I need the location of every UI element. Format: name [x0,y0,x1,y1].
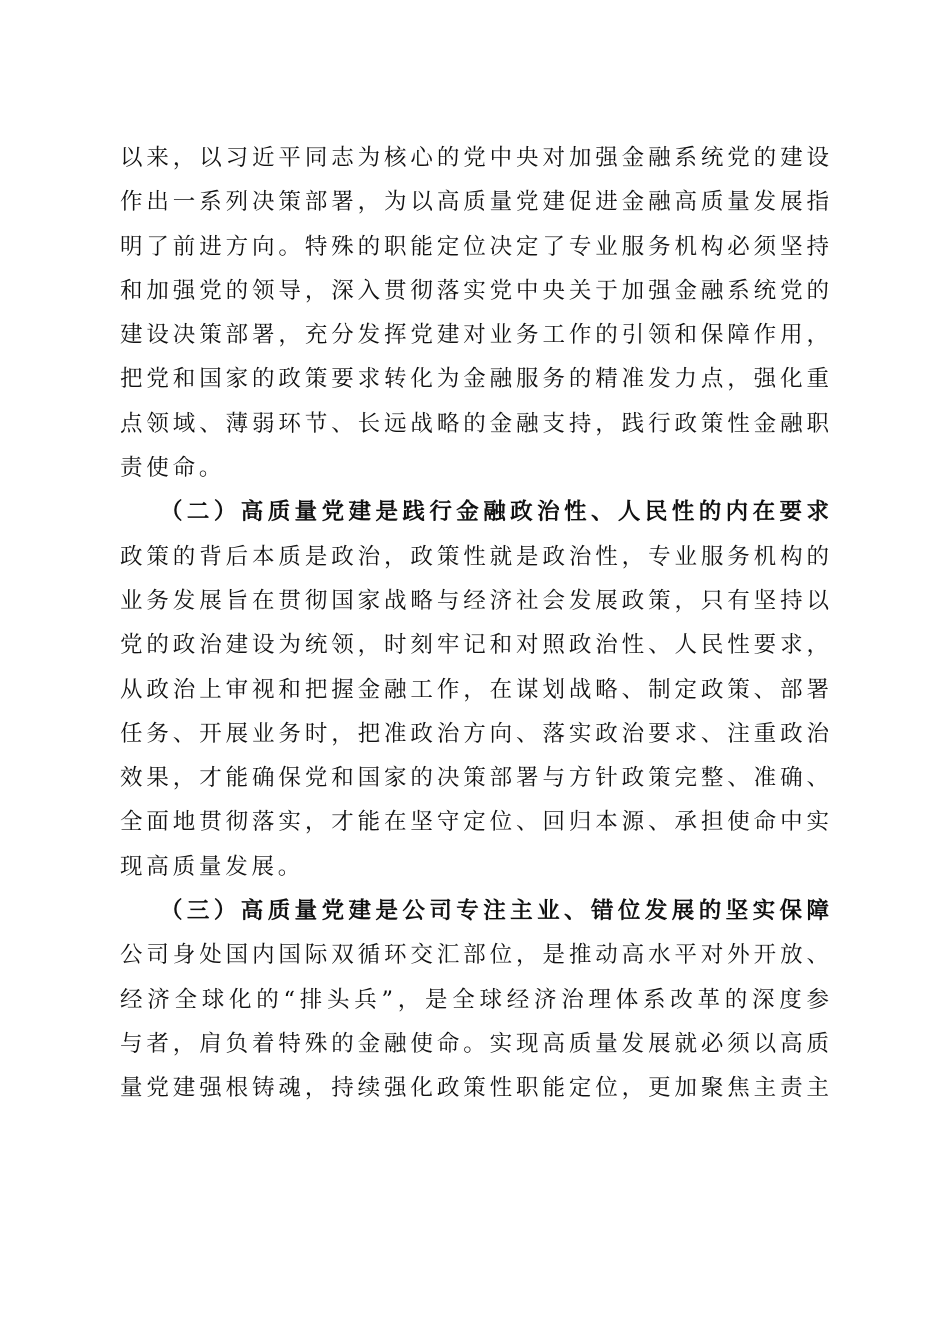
text-line: 和加强党的领导，深入贯彻落实党中央关于加强金融系统党的 [120,277,830,304]
text-line: 责使命。 [120,455,226,482]
text-line: 现高质量发展。 [120,853,305,880]
text-line: 业务发展旨在贯彻国家战略与经济社会发展政策，只有坚持以 [120,587,830,614]
text-line: 任务、开展业务时，把准政治方向、落实政治要求、注重政治 [120,720,830,747]
text-line: 全面地贯彻落实，才能在坚守定位、回归本源、承担使命中实 [120,809,830,836]
section-heading-2: （二）高质量党建是践行金融政治性、人民性的内在要求 [160,499,830,526]
paragraph-1 [120,136,830,490]
text-line: 点领域、薄弱环节、长远战略的金融支持，践行政策性金融职 [120,410,830,437]
text-line: 与者，肩负着特殊的金融使命。实现高质量发展就必须以高质 [120,1030,830,1057]
text-line: 效果，才能确保党和国家的决策部署与方针政策完整、准确、 [120,765,830,792]
section-heading-3: （三）高质量党建是公司专注主业、错位发展的坚实保障 [160,898,830,925]
text-line: 从政治上审视和把握金融工作，在谋划战略、制定政策、部署 [120,676,830,703]
text-line: 把党和国家的政策要求转化为金融服务的精准发力点，强化重 [120,366,830,393]
text-line: 经济全球化的“排头兵”，是全球经济治理体系改革的深度参 [120,986,830,1013]
text-line: 以来，以习近平同志为核心的党中央对加强金融系统党的建设 [120,145,830,171]
text-line: 公司身处国内国际双循环交汇部位，是推动高水平对外开放、 [120,942,830,969]
paragraph-3 [120,933,830,1110]
paragraph-2 [120,535,830,889]
text-line: 作出一系列决策部署，为以高质量党建促进金融高质量发展指 [120,189,830,216]
text-line: 政策的背后本质是政治，政策性就是政治性，专业服务机构的 [120,543,830,570]
text-line: 明了前进方向。特殊的职能定位决定了专业服务机构必须坚持 [120,233,830,260]
text-line: 量党建强根铸魂，持续强化政策性职能定位，更加聚焦主责主 [120,1075,830,1102]
document-page [120,136,830,1111]
text-line: 建设决策部署，充分发挥党建对业务工作的引领和保障作用， [120,322,830,349]
text-line: 党的政治建设为统领，时刻牢记和对照政治性、人民性要求， [120,632,830,659]
